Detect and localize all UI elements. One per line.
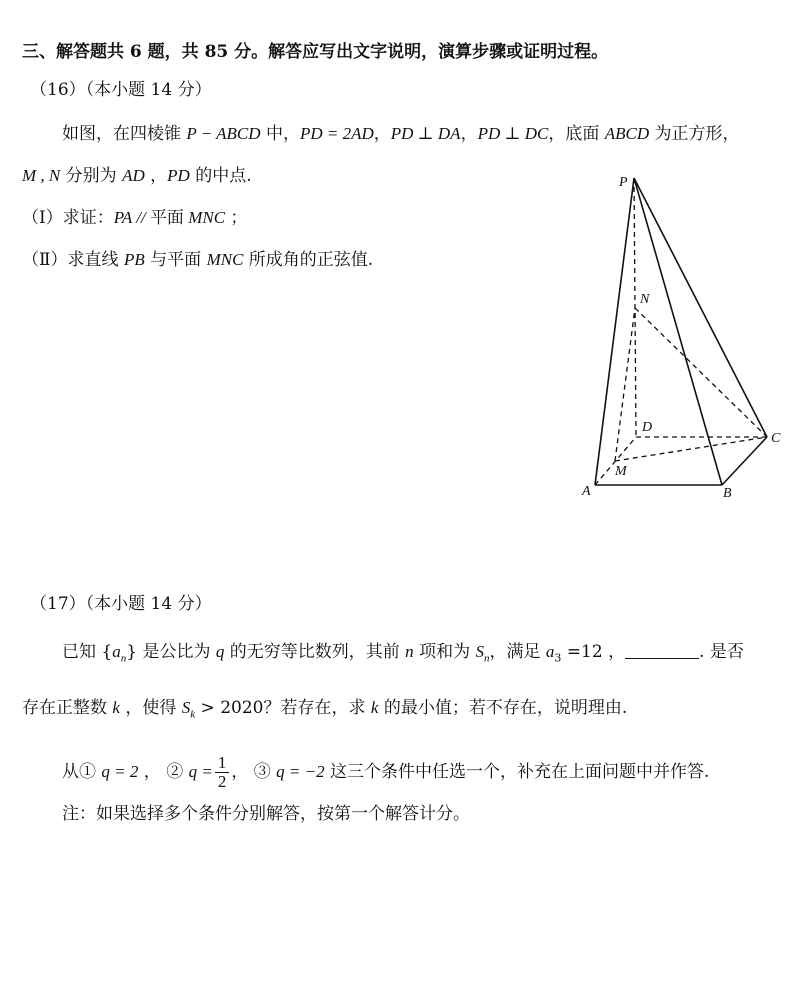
edge-bc — [722, 437, 767, 485]
vertex-label-m: M — [615, 464, 627, 479]
text: ，底面 — [548, 124, 605, 144]
segment-pd: PD — [167, 166, 190, 185]
section-header: 三、解答题共 6 题，共 85 分。解答应写出文字说明，演算步骤或证明过程。 — [22, 42, 609, 62]
text: ，使得 — [119, 698, 182, 718]
sum-s: S — [475, 642, 484, 661]
edge-pd-hidden — [634, 178, 636, 437]
text: 的中点. — [189, 166, 252, 186]
text: ， — [144, 166, 168, 186]
text: . 是否 — [699, 642, 744, 662]
text: ？若存在，求 — [263, 698, 371, 718]
text: 为正方形， — [649, 124, 740, 144]
condition-1: q = 2 — [101, 762, 139, 781]
vertex-label-a: A — [582, 484, 591, 499]
text: 从① — [62, 762, 102, 782]
text: 平面 — [149, 208, 184, 228]
part-label: （Ⅰ）求证： — [22, 208, 114, 228]
condition-pd-perp-dc: PD ⊥ DC — [477, 124, 549, 143]
part-label: （Ⅱ）求直线 — [22, 250, 124, 270]
text: 项和为 — [413, 642, 476, 662]
var-k: k — [370, 698, 379, 717]
condition-2: q = — [188, 762, 213, 781]
plane-mnc: MNC — [183, 208, 226, 227]
text: ， — [373, 124, 391, 144]
subscript: n — [483, 652, 490, 665]
q17-conditions — [62, 752, 709, 792]
subscript: n — [120, 652, 127, 665]
vertex-label-n: N — [640, 292, 650, 307]
vertex-label-p: P — [619, 175, 628, 190]
text: 这三个条件中任选一个，补充在上面问题中并作答. — [324, 762, 710, 782]
line-pa: PA // — [113, 208, 150, 227]
segment-nc — [635, 308, 767, 437]
q16-header: （16）（本小题 14 分） — [30, 80, 212, 100]
text: } 是公比为 — [126, 642, 216, 662]
sum-s: S — [181, 698, 191, 717]
text: 中， — [260, 124, 300, 144]
fraction-one-half — [215, 754, 230, 791]
edge-pa — [595, 178, 634, 485]
denominator: 2 — [217, 772, 227, 791]
value-12: =12 — [561, 642, 603, 662]
text: 与平面 — [144, 250, 207, 270]
pyramid-name: P − ABCD — [186, 124, 261, 143]
segment-mc — [615, 437, 767, 461]
edge-pc — [634, 178, 767, 437]
line-pb: PB — [123, 250, 145, 269]
q17-header: （17）（本小题 14 分） — [30, 594, 212, 614]
numerator: 1 — [215, 754, 230, 773]
text: ，满足 — [489, 642, 546, 662]
segment-ad: AD — [122, 166, 145, 185]
answer-blank — [625, 642, 699, 659]
text: 的最小值；若不存在，说明理由. — [378, 698, 628, 718]
text: 所成角的正弦值. — [243, 250, 374, 270]
segment-mn — [615, 308, 635, 461]
q17-stem-line-1 — [62, 640, 744, 670]
ratio-q: q — [215, 642, 225, 661]
condition-pd-2ad: PD = 2AD — [299, 124, 374, 143]
text: 的无穷等比数列，其前 — [224, 642, 406, 662]
points-mn: M , N — [22, 166, 61, 185]
q17-note: 注：如果选择多个条件分别解答，按第一个解答计分。 — [62, 804, 470, 824]
var-k: k — [112, 698, 120, 717]
var-n: n — [405, 642, 414, 661]
text: ， ③ — [231, 762, 277, 782]
edge-pb — [634, 178, 722, 485]
sequence-a: a — [112, 642, 121, 661]
subscript: k — [190, 708, 196, 721]
condition-3: q = −2 — [276, 762, 325, 781]
condition-pd-perp-da: PD ⊥ DA — [390, 124, 461, 143]
base-name: ABCD — [604, 124, 650, 143]
vertex-label-b: B — [723, 486, 732, 501]
term-a3: a — [545, 642, 555, 661]
text: ； — [225, 208, 248, 228]
text: ， ② — [138, 762, 189, 782]
subscript: 3 — [554, 651, 562, 665]
inequality: > 2020 — [195, 698, 264, 718]
vertex-label-d: D — [642, 420, 653, 435]
q17-stem-line-2 — [22, 696, 627, 726]
text: ， — [602, 642, 626, 662]
text: 存在正整数 — [22, 698, 113, 718]
text: ， — [460, 124, 478, 144]
text: 如图，在四棱锥 — [62, 124, 187, 144]
plane-mnc: MNC — [206, 250, 244, 269]
text: 分别为 — [60, 166, 123, 186]
vertex-label-c: C — [771, 431, 781, 446]
text: 已知 { — [62, 642, 113, 662]
